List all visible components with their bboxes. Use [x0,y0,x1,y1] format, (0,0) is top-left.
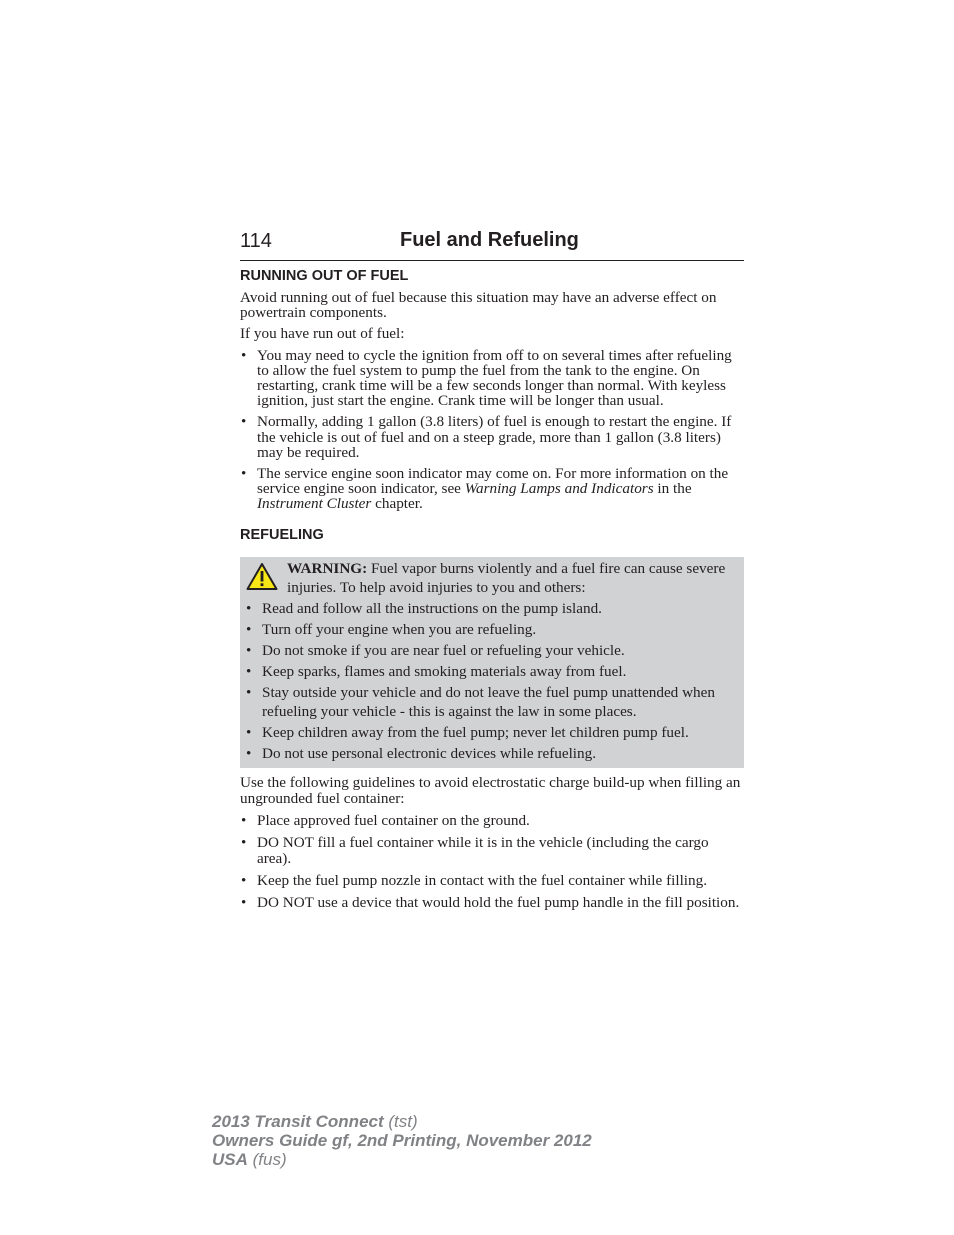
list-item: • Do not use personal electronic devices while refueling. [246,744,738,763]
footer-line [212,1150,592,1169]
list-item: • Normally, adding 1 gallon (3.8 liters) of fuel is enough to restart the engine. If the vehicle is out of fuel and on a steep grade, more than 1 gallon (3.8 liters) may be required. [240,414,744,460]
list-item: • DO NOT use a device that would hold the fuel pump handle in the fill position. [240,895,744,911]
list-item: • Keep children away from the fuel pump; never let children pump fuel. [246,723,738,742]
page-content [240,268,744,911]
cross-reference-link[interactable]: Warning Lamps and Indicators [464,480,654,498]
list-item-text: chapter. [371,495,423,513]
list-item: • Stay outside your vehicle and do not leave the fuel pump unattended when refueling your vehicle - this is against the law in some places. [246,683,738,721]
list-item: • DO NOT fill a fuel container while it is in the vehicle (including the cargo area). [240,835,744,867]
running-out-intro: Avoid running out of fuel because this situation may have an adverse effect on powertrain components. [240,289,717,322]
page-header [240,228,744,261]
list-item: • Place approved fuel container on the ground. [240,813,744,829]
warning-box [240,557,744,768]
list-item: • Turn off your engine when you are refueling. [246,620,738,639]
cross-reference-link[interactable]: Instrument Cluster [257,495,372,513]
footer-printing: Owners Guide gf, 2nd Printing, November 2012 [212,1131,592,1150]
warning-statement [246,559,738,597]
running-out-list [240,348,744,512]
footer-market: USA [212,1150,248,1169]
footer-code: (fus) [247,1150,287,1169]
warning-list [246,599,738,763]
footer-line [212,1131,592,1150]
list-item: • Keep the fuel pump nozzle in contact with the fuel container while filling. [240,873,744,889]
warning-triangle-icon [246,562,278,591]
list-item [240,466,744,512]
warning-label: WARNING: [287,559,368,577]
section-heading-running-out: RUNNING OUT OF FUEL [240,268,409,284]
list-item-text: in the [653,480,692,498]
list-item-text: The service engine soon indicator may come on. For more information on the service engine soon indicator, see [257,465,729,498]
page-footer [212,1112,592,1169]
chapter-title: Fuel and Refueling [400,229,579,251]
footer-vehicle: 2013 Transit Connect [212,1112,384,1131]
section-heading-refueling: REFUELING [240,526,324,543]
list-item: • Read and follow all the instructions on the pump island. [246,599,738,618]
page-number: 114 [240,230,272,252]
warning-text: Fuel vapor burns violently and a fuel fire can cause severe injuries. To help avoid injuries to you and others: [287,559,726,596]
footer-code: (tst) [383,1112,418,1131]
footer-line [212,1112,592,1131]
running-out-lead: If you have run out of fuel: [240,325,405,343]
list-item: • Do not smoke if you are near fuel or refueling your vehicle. [246,641,738,660]
guidelines-intro: Use the following guidelines to avoid electrostatic charge build-up when filling an ungrounded fuel container: [240,773,741,807]
guidelines-list [240,813,744,911]
list-item: • Keep sparks, flames and smoking materials away from fuel. [246,662,738,681]
list-item: • You may need to cycle the ignition from off to on several times after refueling to allow the fuel system to pump the fuel from the tank to the engine. On restarting, crank time will be a few seconds longer than normal. With keyless ignition, just start the engine. Crank time will be longer than usual. [240,348,744,409]
